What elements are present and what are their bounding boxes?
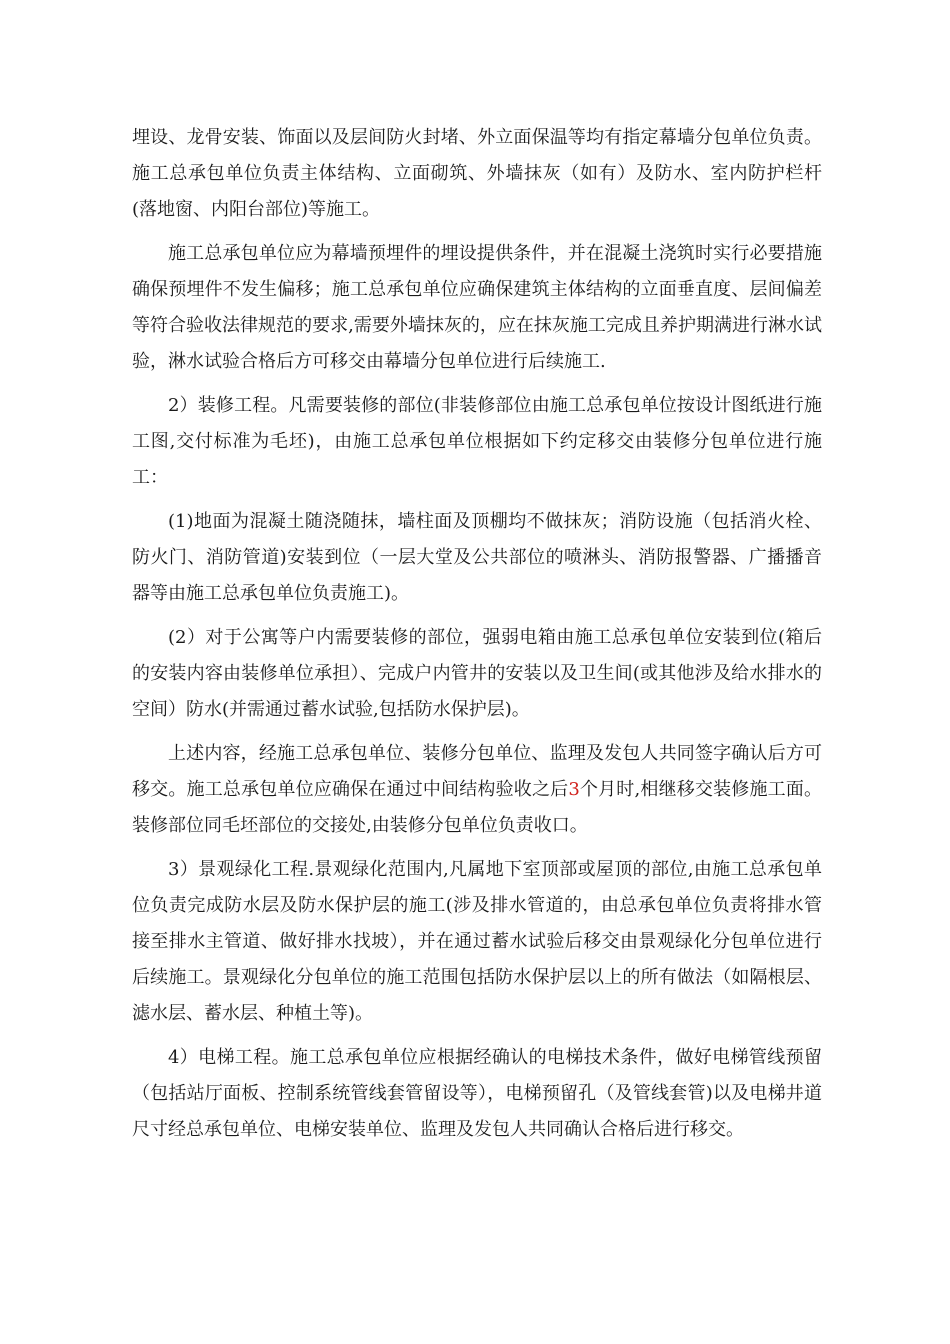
paragraph-embedded-parts: 施工总承包单位应为幕墙预埋件的埋设提供条件，并在混凝土浇筑时实行必要措施确保预埋件不发生偏移；施工总承包单位应确保建筑主体结构的立面垂直度、层间偏差等符合验收法律规范的要求,需要外墙抹灰的，应在抹灰施工完成且养护期满进行淋水试验，淋水试验合格后方可移交由幕墙分包单位进行后续施工.	[132, 243, 822, 372]
document-body	[132, 120, 822, 1156]
paragraph-decoration-works: 2）装修工程。凡需要装修的部位(非装修部位由施工总承包单位按设计图纸进行施工图,交付标准为毛坯)，由施工总承包单位根据如下约定移交由装修分包单位进行施工：	[132, 395, 822, 488]
paragraph-handover-confirmation	[132, 736, 822, 844]
paragraph-landscape-works: 3）景观绿化工程.景观绿化范围内,凡属地下室顶部或屋顶的部位,由施工总承包单位负责完成防水层及防水保护层的施工(涉及排水管道的，由总承包单位负责将排水管接至排水主管道、做好排水找坡），并在通过蓄水试验后移交由景观绿化分包单位进行后续施工。景观绿化分包单位的施工范围包括防水保护层以上的所有做法（如隔根层、滤水层、蓄水层、种植土等)。	[132, 859, 822, 1024]
paragraph-text-after: 个月时,相继移交装修施工面。装修部位同毛坯部位的交接处,由装修分包单位负责收口。	[132, 779, 822, 836]
paragraph-elevator-works: 4）电梯工程。施工总承包单位应根据经确认的电梯技术条件，做好电梯管线预留（包括站厅面板、控制系统管线套管留设等），电梯预留孔（及管线套管)以及电梯井道尺寸经总承包单位、电梯安装单位、监理及发包人共同确认合格后进行移交。	[132, 1047, 822, 1140]
paragraph-text-before: 上述内容，经施工总承包单位、装修分包单位、监理及发包人共同签字确认后方可移交。施工总承包单位应确保在通过中间结构验收之后	[132, 743, 822, 800]
highlighted-months-value: 3	[568, 779, 580, 800]
paragraph-curtain-wall-scope: 埋设、龙骨安装、饰面以及层间防火封堵、外立面保温等均有指定幕墙分包单位负责。施工总承包单位负责主体结构、立面砌筑、外墙抹灰（如有）及防水、室内防护栏杆(落地窗、内阳台部位)等施工。	[132, 127, 822, 220]
paragraph-item-2-apartment: (2）对于公寓等户内需要装修的部位，强弱电箱由施工总承包单位安装到位(箱后的安装内容由装修单位承担）、完成户内管井的安装以及卫生间(或其他涉及给水排水的空间）防水(并需通过蓄水试验,包括防水保护层)。	[132, 627, 822, 720]
paragraph-item-1-floor: (1)地面为混凝土随浇随抹，墙柱面及顶棚均不做抹灰；消防设施（包括消火栓、防火门、消防管道)安装到位（一层大堂及公共部位的喷淋头、消防报警器、广播播音器等由施工总承包单位负责施工)。	[132, 511, 822, 604]
